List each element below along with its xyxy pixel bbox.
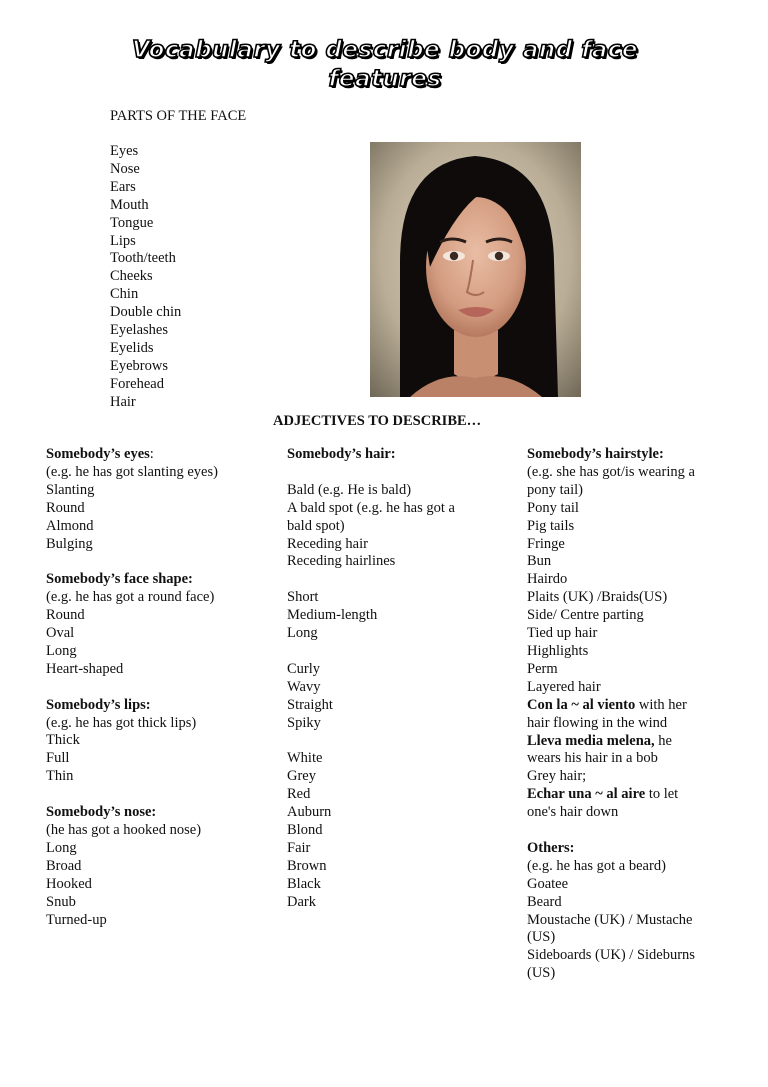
section-heading-nose: Somebody’s nose: <box>46 804 157 821</box>
list-item: Snub <box>46 893 76 910</box>
list-item: Brown <box>287 857 327 874</box>
list-item: Highlights <box>527 642 589 659</box>
phrase-continuation: one's hair down <box>527 804 619 821</box>
list-item: Chin <box>110 286 139 303</box>
column-hair <box>287 446 455 912</box>
title-line-2: features <box>328 66 442 92</box>
parts-of-face-list <box>110 143 181 412</box>
list-item: Pony tail <box>527 499 579 516</box>
section-heading-hair: Somebody’s hair: <box>287 446 396 462</box>
list-item: Double chin <box>110 304 182 321</box>
list-item: Wavy <box>287 678 321 695</box>
list-item: Pig tails <box>527 517 575 534</box>
list-item: Tied up hair <box>527 625 598 642</box>
phrase-echar-una-al-aire <box>527 786 695 804</box>
list-item: Red <box>287 786 311 803</box>
list-item: Perm <box>527 660 558 677</box>
eyes-heading-colon: : <box>149 446 154 462</box>
column-hairstyle <box>527 446 695 983</box>
list-item: Round <box>46 499 85 516</box>
list-item: Forehead <box>110 375 164 392</box>
example-text: pony tail) <box>527 481 583 498</box>
list-item: Receding hairlines <box>287 553 396 570</box>
phrase-text: with her <box>635 696 687 713</box>
list-item: Layered hair <box>527 678 601 695</box>
list-item: Grey <box>287 768 316 785</box>
eyes-heading: Somebody’s eyes <box>46 446 150 462</box>
section-heading-face-shape: Somebody’s face shape: <box>46 571 193 588</box>
list-item: Bald (e.g. He is bald) <box>287 481 412 498</box>
portrait-photo <box>370 142 581 397</box>
example-text: (e.g. he has got thick lips) <box>46 714 197 731</box>
phrase-text: he <box>654 732 672 749</box>
list-item: Blond <box>287 821 323 838</box>
phrase-lleva-media-melena <box>527 733 695 751</box>
list-item: Cheeks <box>110 268 153 285</box>
phrase-continuation: wears his hair in a bob <box>527 750 658 767</box>
list-item: Eyelids <box>110 339 154 356</box>
list-item: Goatee <box>527 875 569 892</box>
list-item: Hooked <box>46 875 92 892</box>
list-item: Round <box>46 607 85 624</box>
example-text: (e.g. she has got/is wearing a <box>527 463 695 480</box>
phrase-bold: Con la ~ al viento <box>527 696 636 713</box>
list-item: Grey hair; <box>527 768 587 785</box>
section-heading-eyes <box>46 446 218 464</box>
list-item: Black <box>287 875 321 892</box>
list-item: Slanting <box>46 481 95 498</box>
phrase-continuation: hair flowing in the wind <box>527 714 668 731</box>
list-item: A bald spot (e.g. he has got a <box>287 499 455 516</box>
list-item: Receding hair <box>287 535 368 552</box>
list-item: Dark <box>287 893 316 910</box>
list-item: Broad <box>46 857 82 874</box>
list-item: Tooth/teeth <box>110 250 176 267</box>
list-item: (US) <box>527 929 556 946</box>
title-line-1: Vocabulary to describe body and face <box>131 37 638 63</box>
list-item: Long <box>46 642 77 659</box>
phrase-con-la-al-viento <box>527 697 695 715</box>
list-item: Sideboards (UK) / Sideburns <box>527 947 695 964</box>
phrase-bold: Lleva media melena, <box>527 732 655 749</box>
list-item: Hair <box>110 393 136 410</box>
column-face-features <box>46 446 218 929</box>
list-item: Bulging <box>46 535 93 552</box>
list-item: Full <box>46 750 70 767</box>
example-text: (he has got a hooked nose) <box>46 821 202 838</box>
section-heading-hairstyle: Somebody’s hairstyle: <box>527 446 664 462</box>
document-title <box>60 36 710 94</box>
list-item: Turned-up <box>46 911 107 928</box>
list-item: Long <box>287 625 318 642</box>
list-item: Moustache (UK) / Mustache <box>527 911 693 928</box>
list-item: Plaits (UK) /Braids(US) <box>527 589 668 606</box>
list-item: Medium-length <box>287 607 378 624</box>
list-item: Thick <box>46 732 80 749</box>
list-item: Curly <box>287 660 321 677</box>
list-item: Bun <box>527 553 552 570</box>
list-item: Heart-shaped <box>46 660 124 677</box>
phrase-bold: Echar una ~ al aire <box>527 786 646 803</box>
adjectives-heading: ADJECTIVES TO DESCRIBE… <box>273 413 482 429</box>
list-item: Fringe <box>527 535 565 552</box>
list-item: Short <box>287 589 319 606</box>
list-item: Almond <box>46 517 94 534</box>
list-item: Ears <box>110 178 136 195</box>
list-item: Thin <box>46 768 74 785</box>
list-item: Nose <box>110 160 140 177</box>
list-item: Hairdo <box>527 571 568 588</box>
list-item: Lips <box>110 232 136 249</box>
list-item: Tongue <box>110 214 154 231</box>
list-item: Eyebrows <box>110 357 168 374</box>
list-item: Beard <box>527 893 562 910</box>
example-text: (e.g. he has got a round face) <box>46 589 215 606</box>
list-item: (US) <box>527 965 556 982</box>
list-item: Straight <box>287 696 333 713</box>
list-item: Side/ Centre parting <box>527 607 644 624</box>
list-item: Mouth <box>110 196 149 213</box>
section-heading-others: Others: <box>527 839 575 856</box>
list-item: Spiky <box>287 714 321 731</box>
phrase-text: to let <box>645 786 679 803</box>
list-item: Auburn <box>287 804 332 821</box>
list-item: Fair <box>287 839 311 856</box>
list-item: bald spot) <box>287 517 345 534</box>
list-item: Eyelashes <box>110 322 168 339</box>
section-heading-lips: Somebody’s lips: <box>46 696 151 713</box>
list-item: White <box>287 750 323 767</box>
list-item: Eyes <box>110 143 139 159</box>
list-item: Oval <box>46 625 75 642</box>
example-text: (e.g. he has got slanting eyes) <box>46 463 218 480</box>
list-item: Long <box>46 839 77 856</box>
parts-of-face-heading: PARTS OF THE FACE <box>110 108 247 124</box>
example-text: (e.g. he has got a beard) <box>527 857 666 874</box>
portrait-illustration <box>370 142 581 397</box>
